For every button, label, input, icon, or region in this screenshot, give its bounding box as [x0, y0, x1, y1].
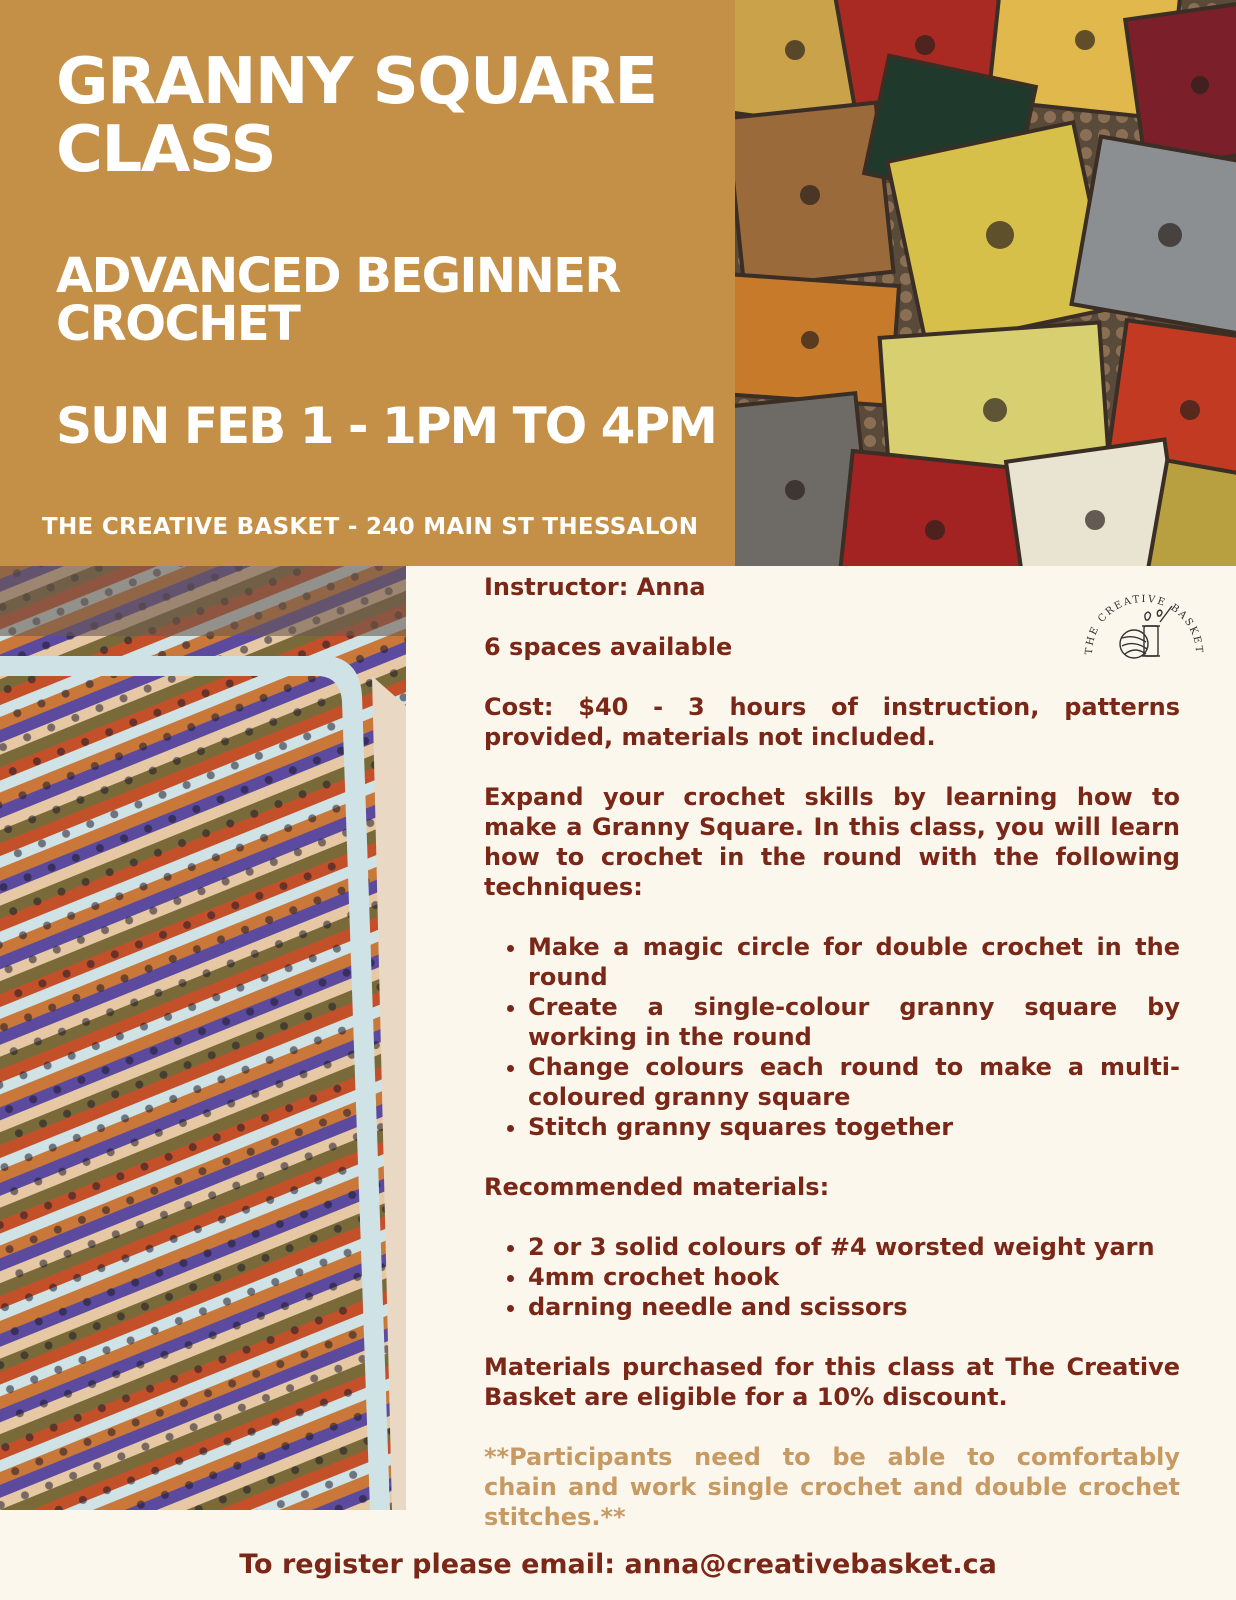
- class-level: ADVANCED BEGINNER CROCHET: [56, 248, 620, 352]
- materials-heading: Recommended materials:: [484, 1173, 830, 1201]
- list-item: • Make a magic circle for double crochet in the round: [528, 932, 1180, 992]
- list-item: • 2 or 3 solid colours of #4 worsted weight yarn: [528, 1232, 1180, 1262]
- list-item: • Stitch granny squares together: [528, 1112, 1180, 1142]
- instructor-line: Instructor: Anna: [484, 573, 706, 601]
- cost-line: Cost: $40 - 3 hours of instruction, patterns provided, materials not included.: [484, 693, 1180, 751]
- prerequisite-note: **Participants need to be able to comfortably chain and work single crochet and double crochet stitches.**: [484, 1443, 1180, 1531]
- creative-basket-logo: [1078, 576, 1208, 686]
- class-title: GRANNY SQUARE CLASS: [56, 45, 657, 187]
- logo-text: THE CREATIVE BASKET: [1083, 593, 1205, 655]
- granny-squares-photo: [735, 0, 1236, 566]
- granny-blanket-photo: [0, 566, 406, 1510]
- list-item: • Change colours each round to make a multi-coloured granny square: [528, 1052, 1180, 1112]
- discount-note: Materials purchased for this class at The Creative Basket are eligible for a 10% discount.: [484, 1353, 1180, 1411]
- class-details: [484, 572, 1180, 1532]
- techniques-list: [484, 932, 1180, 1142]
- spaces-available: 6 spaces available: [484, 633, 733, 661]
- list-item: • 4mm crochet hook: [528, 1262, 1180, 1292]
- materials-list: [484, 1232, 1180, 1322]
- list-item: • darning needle and scissors: [528, 1292, 1180, 1322]
- class-intro: Expand your crochet skills by learning how to make a Granny Square. In this class, you will learn how to crochet in the round with the following techniques:: [484, 783, 1180, 901]
- registration-email: To register please email: anna@creativebasket.ca: [239, 1549, 997, 1580]
- class-date-time: SUN FEB 1 - 1PM TO 4PM: [56, 397, 716, 455]
- venue-address: THE CREATIVE BASKET - 240 MAIN ST THESSALON: [42, 514, 699, 540]
- list-item: • Create a single-colour granny square by working in the round: [528, 992, 1180, 1052]
- header-panel: [0, 0, 735, 566]
